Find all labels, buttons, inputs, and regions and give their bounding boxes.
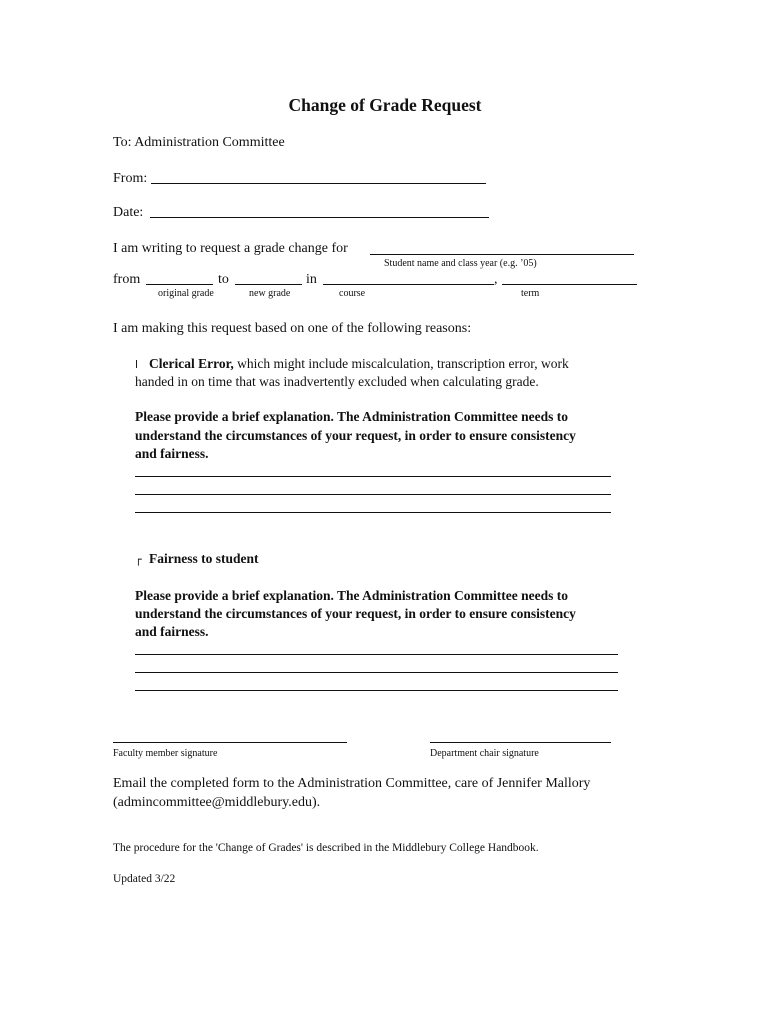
clerical-text-line1: which might include miscalculation, transcription error, work (233, 356, 569, 371)
explanation-2-field-1[interactable] (135, 654, 618, 655)
clerical-text-line2: handed in on time that was inadvertently excluded when calculating grade. (135, 374, 539, 389)
date-field[interactable] (150, 217, 489, 218)
explanation-1-line2: understand the circumstances of your request, in order to ensure consistency (135, 428, 576, 443)
email-line1: Email the completed form to the Administration Committee, care of Jennifer Mallory (113, 776, 591, 791)
to-line: To: Administration Committee (113, 135, 285, 150)
explanation-1-field-1[interactable] (135, 476, 611, 477)
student-caption: Student name and class year (e.g. ’05) (384, 258, 537, 269)
fairness-label: Fairness to student (149, 551, 259, 566)
fairness-checkbox-icon[interactable]: ┌ (135, 553, 142, 566)
request-text: I am writing to request a grade change for (113, 241, 348, 256)
procedure-note: The procedure for the 'Change of Grades' is described in the Middlebury College Handbook. (113, 842, 539, 854)
student-name-field[interactable] (370, 254, 634, 255)
original-grade-field[interactable] (146, 284, 213, 285)
from-label: From: (113, 171, 148, 186)
chair-signature-caption: Department chair signature (430, 748, 539, 759)
chair-signature-field[interactable] (430, 742, 611, 743)
clerical-error-option[interactable] (135, 355, 569, 374)
course-field[interactable] (323, 284, 494, 285)
explanation-1-field-2[interactable] (135, 494, 611, 495)
explanation-2-field-3[interactable] (135, 690, 618, 691)
explanation-2-field-2[interactable] (135, 672, 618, 673)
in-word: in (306, 272, 317, 287)
caption-term: term (521, 288, 540, 299)
to-word: to (218, 272, 229, 287)
explanation-1-line3: and fairness. (135, 446, 209, 461)
term-field[interactable] (502, 284, 637, 285)
faculty-signature-caption: Faculty member signature (113, 748, 218, 759)
faculty-signature-field[interactable] (113, 742, 347, 743)
caption-course: course (339, 288, 366, 299)
explanation-1-field-3[interactable] (135, 512, 611, 513)
caption-original-grade: original grade (158, 288, 214, 299)
explanation-1-line1: Please provide a brief explanation. The Administration Committee needs to (135, 409, 568, 424)
explanation-2-line1: Please provide a brief explanation. The Administration Committee needs to (135, 588, 568, 603)
page-title: Change of Grade Request (288, 95, 482, 115)
from-field[interactable] (151, 183, 486, 184)
clerical-checkbox-icon[interactable]: l (135, 358, 139, 371)
clerical-label: Clerical Error, (149, 356, 234, 371)
from-word: from (113, 272, 141, 287)
comma: , (494, 272, 498, 287)
date-label: Date: (113, 205, 144, 220)
caption-new-grade: new grade (249, 288, 291, 299)
updated-note: Updated 3/22 (113, 873, 176, 885)
new-grade-field[interactable] (235, 284, 302, 285)
explanation-2-line3: and fairness. (135, 624, 209, 639)
email-line2: (admincommittee@middlebury.edu). (113, 795, 321, 810)
reasons-intro: I am making this request based on one of the following reasons: (113, 321, 472, 336)
explanation-2-line2: understand the circumstances of your request, in order to ensure consistency (135, 606, 576, 621)
fairness-option[interactable] (135, 550, 259, 569)
